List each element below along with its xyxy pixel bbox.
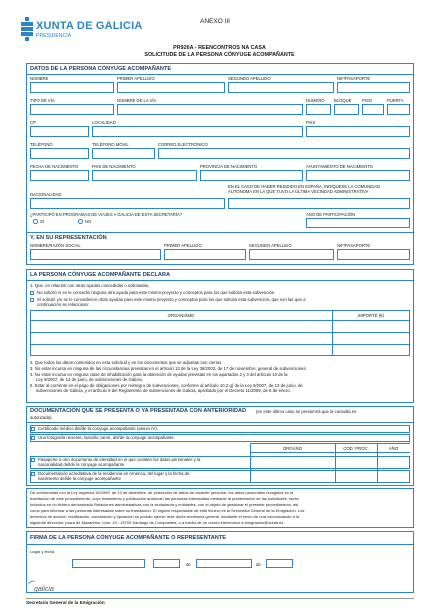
label-no: NO	[85, 219, 92, 224]
puerta-field[interactable]	[387, 104, 410, 115]
xunta-cross-icon	[20, 16, 34, 42]
lugar-field[interactable]	[72, 559, 145, 568]
label-tipo-via: TIPO DE VÍA	[30, 98, 55, 103]
label-razon-social: NOMBRE/RAZÓN SOCIAL	[30, 243, 81, 248]
col-organo: ÓRGANO	[282, 446, 303, 451]
privacy-line-3: incluidos en un fichero denominado Relaciones administrativas con la ciudadanía y entidades, con el objeto de gestionar el presente procedimiento, así	[30, 502, 299, 507]
cp-field[interactable]	[30, 126, 89, 137]
telefono-field[interactable]	[30, 148, 89, 159]
segundo-apellido-field[interactable]	[228, 82, 334, 93]
nombre-via-field[interactable]	[117, 104, 303, 115]
provincia-nac-field[interactable]	[200, 170, 303, 181]
label-rep-nif: NIF/PASAPORTE	[337, 243, 371, 248]
label-nombre: NOMBRE	[30, 76, 49, 81]
section-signature-title: FIRMA DE LA PERSONA CÓNYUGE ACOMPAÑANTE O REPRESENTANTE	[30, 535, 226, 541]
sign-comma: ,	[148, 562, 150, 567]
label-fecha-nac: FECHA DE NACIMIENTO	[30, 164, 79, 169]
documentation-note: (en este último caso se presumirá que la consulta es	[256, 409, 357, 414]
form-subtitle: SOLICITUDE DE LA PERSONA CÓNYUGE ACOMPAÑANTE	[144, 52, 295, 58]
xunta-logo	[20, 16, 34, 42]
label-telefono: TELÉFONO	[30, 142, 53, 147]
si-solicito-checkbox[interactable]	[30, 298, 34, 302]
privacy-line-5: derechos de acceso, rectificación, cancelación y oposición se podrán ejercer ante dicha secretaría general, mediante el envío de una comunicación a la	[30, 514, 300, 519]
privacy-line-2: tramitación de este procedimiento, cuyo tratamiento y publicación autorizan las personas interesadas mediante la presentación de las solicitudes, serán	[30, 496, 299, 501]
pais-nac-field[interactable]	[92, 170, 197, 181]
brand-name: XUNTA DE GALICIA	[36, 20, 143, 32]
label-numero: NÚMERO	[306, 98, 325, 103]
nombre-field[interactable]	[30, 82, 114, 93]
pasaporte-checkbox[interactable]	[31, 458, 35, 462]
label-primer-apellido: PRIMER APELLIDO	[117, 76, 155, 81]
procedure-title: PR926A - REENCONTROS NA CASA	[173, 45, 266, 51]
doc-pasaporte-a: Pasaporte u otro documento de identidad en el que consten los datos personales y la	[38, 457, 201, 462]
pais-field[interactable]	[306, 126, 410, 137]
label-lugar-fecha: Lugar y fecha	[30, 549, 55, 554]
aid-row-3[interactable]	[30, 344, 410, 356]
declaration-opt1: No solicitó ni se le concedió ninguna otra ayuda para este mismo proyecto y conceptos para los que solicita esta subvención.	[37, 290, 276, 295]
correo-field[interactable]	[158, 148, 410, 159]
label-piso: PISO	[362, 98, 373, 103]
privacy-line-4: como para informar a las personas interesadas sobre su tramitación. El órgano responsable de este fichero es la Secretaría General de la Emigración. Los	[30, 508, 305, 513]
fecha-nac-field[interactable]	[30, 170, 89, 181]
mes-field[interactable]	[196, 559, 252, 568]
col-importe: IMPORTE (€)	[358, 313, 384, 318]
label-localidad: LOCALIDAD	[92, 120, 116, 125]
bloque-field[interactable]	[334, 104, 359, 115]
signature-area[interactable]	[300, 550, 410, 590]
aid-row-2[interactable]	[30, 332, 410, 344]
doc-residencia-a: Documentación acreditativa de la residencia en América, del lugar y la fecha de	[38, 471, 190, 476]
label-bloque: BLOQUE	[334, 98, 352, 103]
nif-field[interactable]	[337, 82, 410, 93]
doc-pasaporte-b: nacionalidad del/de la cónyuge acompañante	[38, 462, 125, 467]
label-correo: CORREO ELECTRÓNICO	[158, 142, 208, 147]
certificado-medico-checkbox[interactable]	[31, 427, 35, 431]
privacy-line-6: siguiente dirección: plaza de Mazarelos, núm. 15 - 15703 Santiago de Compostela, o a través de un correo electrónico a emigracion@xunta.es	[30, 520, 284, 525]
doc-certificado-medico: Certificado médico del/de la cónyuge acompañante (anexo IV).	[38, 426, 158, 431]
rep-segundo-apellido-field[interactable]	[249, 249, 334, 260]
doc-residencia-b: nacimiento del/de la cónyuge acompañante	[38, 476, 121, 481]
label-participo: ¿PARTICIPÓ EN PROGRAMAS DE VIAJES A GALICIA DE ESTA SECRETARÍA?	[30, 212, 183, 217]
comunidad-autonoma-field[interactable]	[228, 198, 410, 209]
section-personal-data-title: DATOS DE LA PERSONA CÓNYUGE ACOMPAÑANTE	[30, 66, 172, 72]
declaration-p3: 3. No estar incursa en ninguna de las circunstancias previstas en el artículo 13 de la Ley 38/2003, de 17 de noviembre, general de subvenciones.	[30, 366, 307, 371]
label-pais-nac: PAÍS DE NACIMIENTO	[92, 164, 136, 169]
privacy-line-1: De conformidad con la Ley orgánica 15/1999, de 13 de diciembre, de protección de datos de carácter personal, los datos personales recogidos en la	[30, 490, 294, 495]
participo-no-radio[interactable]	[78, 219, 83, 224]
rep-nif-field[interactable]	[337, 249, 410, 260]
residencia-checkbox[interactable]	[31, 472, 35, 476]
anio-participacion-field[interactable]	[306, 218, 410, 228]
tipo-via-field[interactable]	[30, 104, 114, 115]
label-provincia-nac: PROVINCIA DE NACIMIENTO	[200, 164, 258, 169]
declaration-p5a: 5. Estar al corriente en el pago de obligaciones por reintegro de subvenciones, conforme al artículo 10.2.g) de la Ley 9/2007, de 13 de junio, de	[30, 383, 303, 388]
col-cod-proc: CÓD. PROC.	[343, 446, 369, 451]
primer-apellido-field[interactable]	[117, 82, 225, 93]
label-residido-2: AUTÓNOMA EN LA QUE TUVO LA ÚLTIMA VECINDAD ADMINISTRATIVA	[228, 189, 369, 194]
no-solicito-checkbox[interactable]	[30, 291, 34, 295]
col-organismo: ORGANISMO	[167, 313, 195, 318]
label-cp: CP	[30, 120, 36, 125]
label-nacionalidad: NACIONALIDAD	[30, 192, 62, 197]
participo-si-radio[interactable]	[33, 219, 38, 224]
fotografia-checkbox[interactable]	[31, 436, 35, 440]
declaration-p2: 2. Que todos los datos contenidos en esta solicitud y en los documentos que se adjuntan son ciertos.	[30, 360, 223, 365]
label-residido-1: EN EL CASO DE HABER RESIDIDO EN ESPAÑA, INDÍQUESE LA COMUNIDAD	[228, 184, 381, 189]
declaration-p5b: subvenciones de Galicia, y el artículo 9 del Reglamento de subvenciones de Galicia, aprobado por el Decreto 11/2009, de 8 de enero.	[36, 388, 291, 393]
sign-de-1: de	[186, 562, 191, 567]
sign-de-2: de	[256, 562, 261, 567]
label-telefono-movil: TELÉFONO MÓVIL	[92, 142, 129, 147]
label-rep-segundo-apellido: SEGUNDO APELLIDO	[249, 243, 292, 248]
galicia-logo-text: galicia	[34, 586, 54, 593]
numero-field[interactable]	[306, 104, 331, 115]
doc-fotografia: Una fotografía reciente, tamaño carné, del/de la cónyuge acompañante.	[38, 435, 175, 440]
declaration-opt2a: Sí solicitó y/o se le concedieron otras ayudas para este mismo proyecto y conceptos para los que solicita esta subvención, que son las que a	[37, 297, 306, 302]
nacionalidad-field[interactable]	[30, 198, 225, 209]
label-anio-participacion: AÑO DE PARTICIPACIÓN	[306, 212, 356, 217]
footer-organization: Secretaría General de la Emigración	[26, 600, 105, 605]
rep-primer-apellido-field[interactable]	[164, 249, 246, 260]
declaration-q1: 1. Que, en relación con otras ayudas concedidas o solicitadas,	[30, 283, 150, 288]
dia-field[interactable]	[153, 559, 180, 568]
col-anio: AÑO	[388, 446, 399, 451]
section-declaration-title: LA PERSONA CÓNYUGE ACOMPAÑANTE DECLARA	[30, 272, 171, 278]
label-pais: PAÍS	[306, 120, 316, 125]
dept-name: PRESIDENCIA	[36, 33, 72, 39]
razon-social-field[interactable]	[30, 249, 161, 260]
documentation-note-2: autorizada)	[30, 415, 52, 420]
galicia-logo	[34, 578, 54, 596]
declaration-p4a: 4. No estar incursa en ninguna clase de inhabilitación para la obtención de ayudas previstas en los apartados 2 y 3 del artículo 10 de la	[30, 372, 288, 377]
annex-label: ANEXO III	[200, 18, 230, 25]
label-nombre-via: NOMBRE DE LA VÍA	[117, 98, 157, 103]
localidad-field[interactable]	[92, 126, 303, 137]
label-nif: NIF/PASAPORTE	[337, 76, 371, 81]
representation-title: Y, EN SU REPRESENTACIÓN	[30, 235, 107, 241]
declaration-p4b: Ley 9/2007, de 13 de junio, de subvenciones de Galicia.	[36, 377, 143, 382]
ayuntamiento-nac-field[interactable]	[306, 170, 410, 181]
label-puerta: PUERTA	[387, 98, 404, 103]
anio-field[interactable]	[266, 559, 293, 568]
telefono-movil-field[interactable]	[92, 148, 155, 159]
piso-field[interactable]	[362, 104, 384, 115]
label-segundo-apellido: SEGUNDO APELLIDO	[228, 76, 271, 81]
label-ayuntamiento-nac: AYUNTAMIENTO DE NACIMIENTO	[306, 164, 373, 169]
declaration-opt2b: continuación se relacionan:	[37, 302, 90, 307]
aid-row-1[interactable]	[30, 320, 410, 332]
label-rep-primer-apellido: PRIMER APELLIDO	[164, 243, 202, 248]
section-documentation-title: DOCUMENTACIÓN QUE SE PRESENTA O YA PRESENTADA CON ANTERIORIDAD	[30, 408, 247, 414]
label-si: SÍ	[40, 219, 44, 224]
